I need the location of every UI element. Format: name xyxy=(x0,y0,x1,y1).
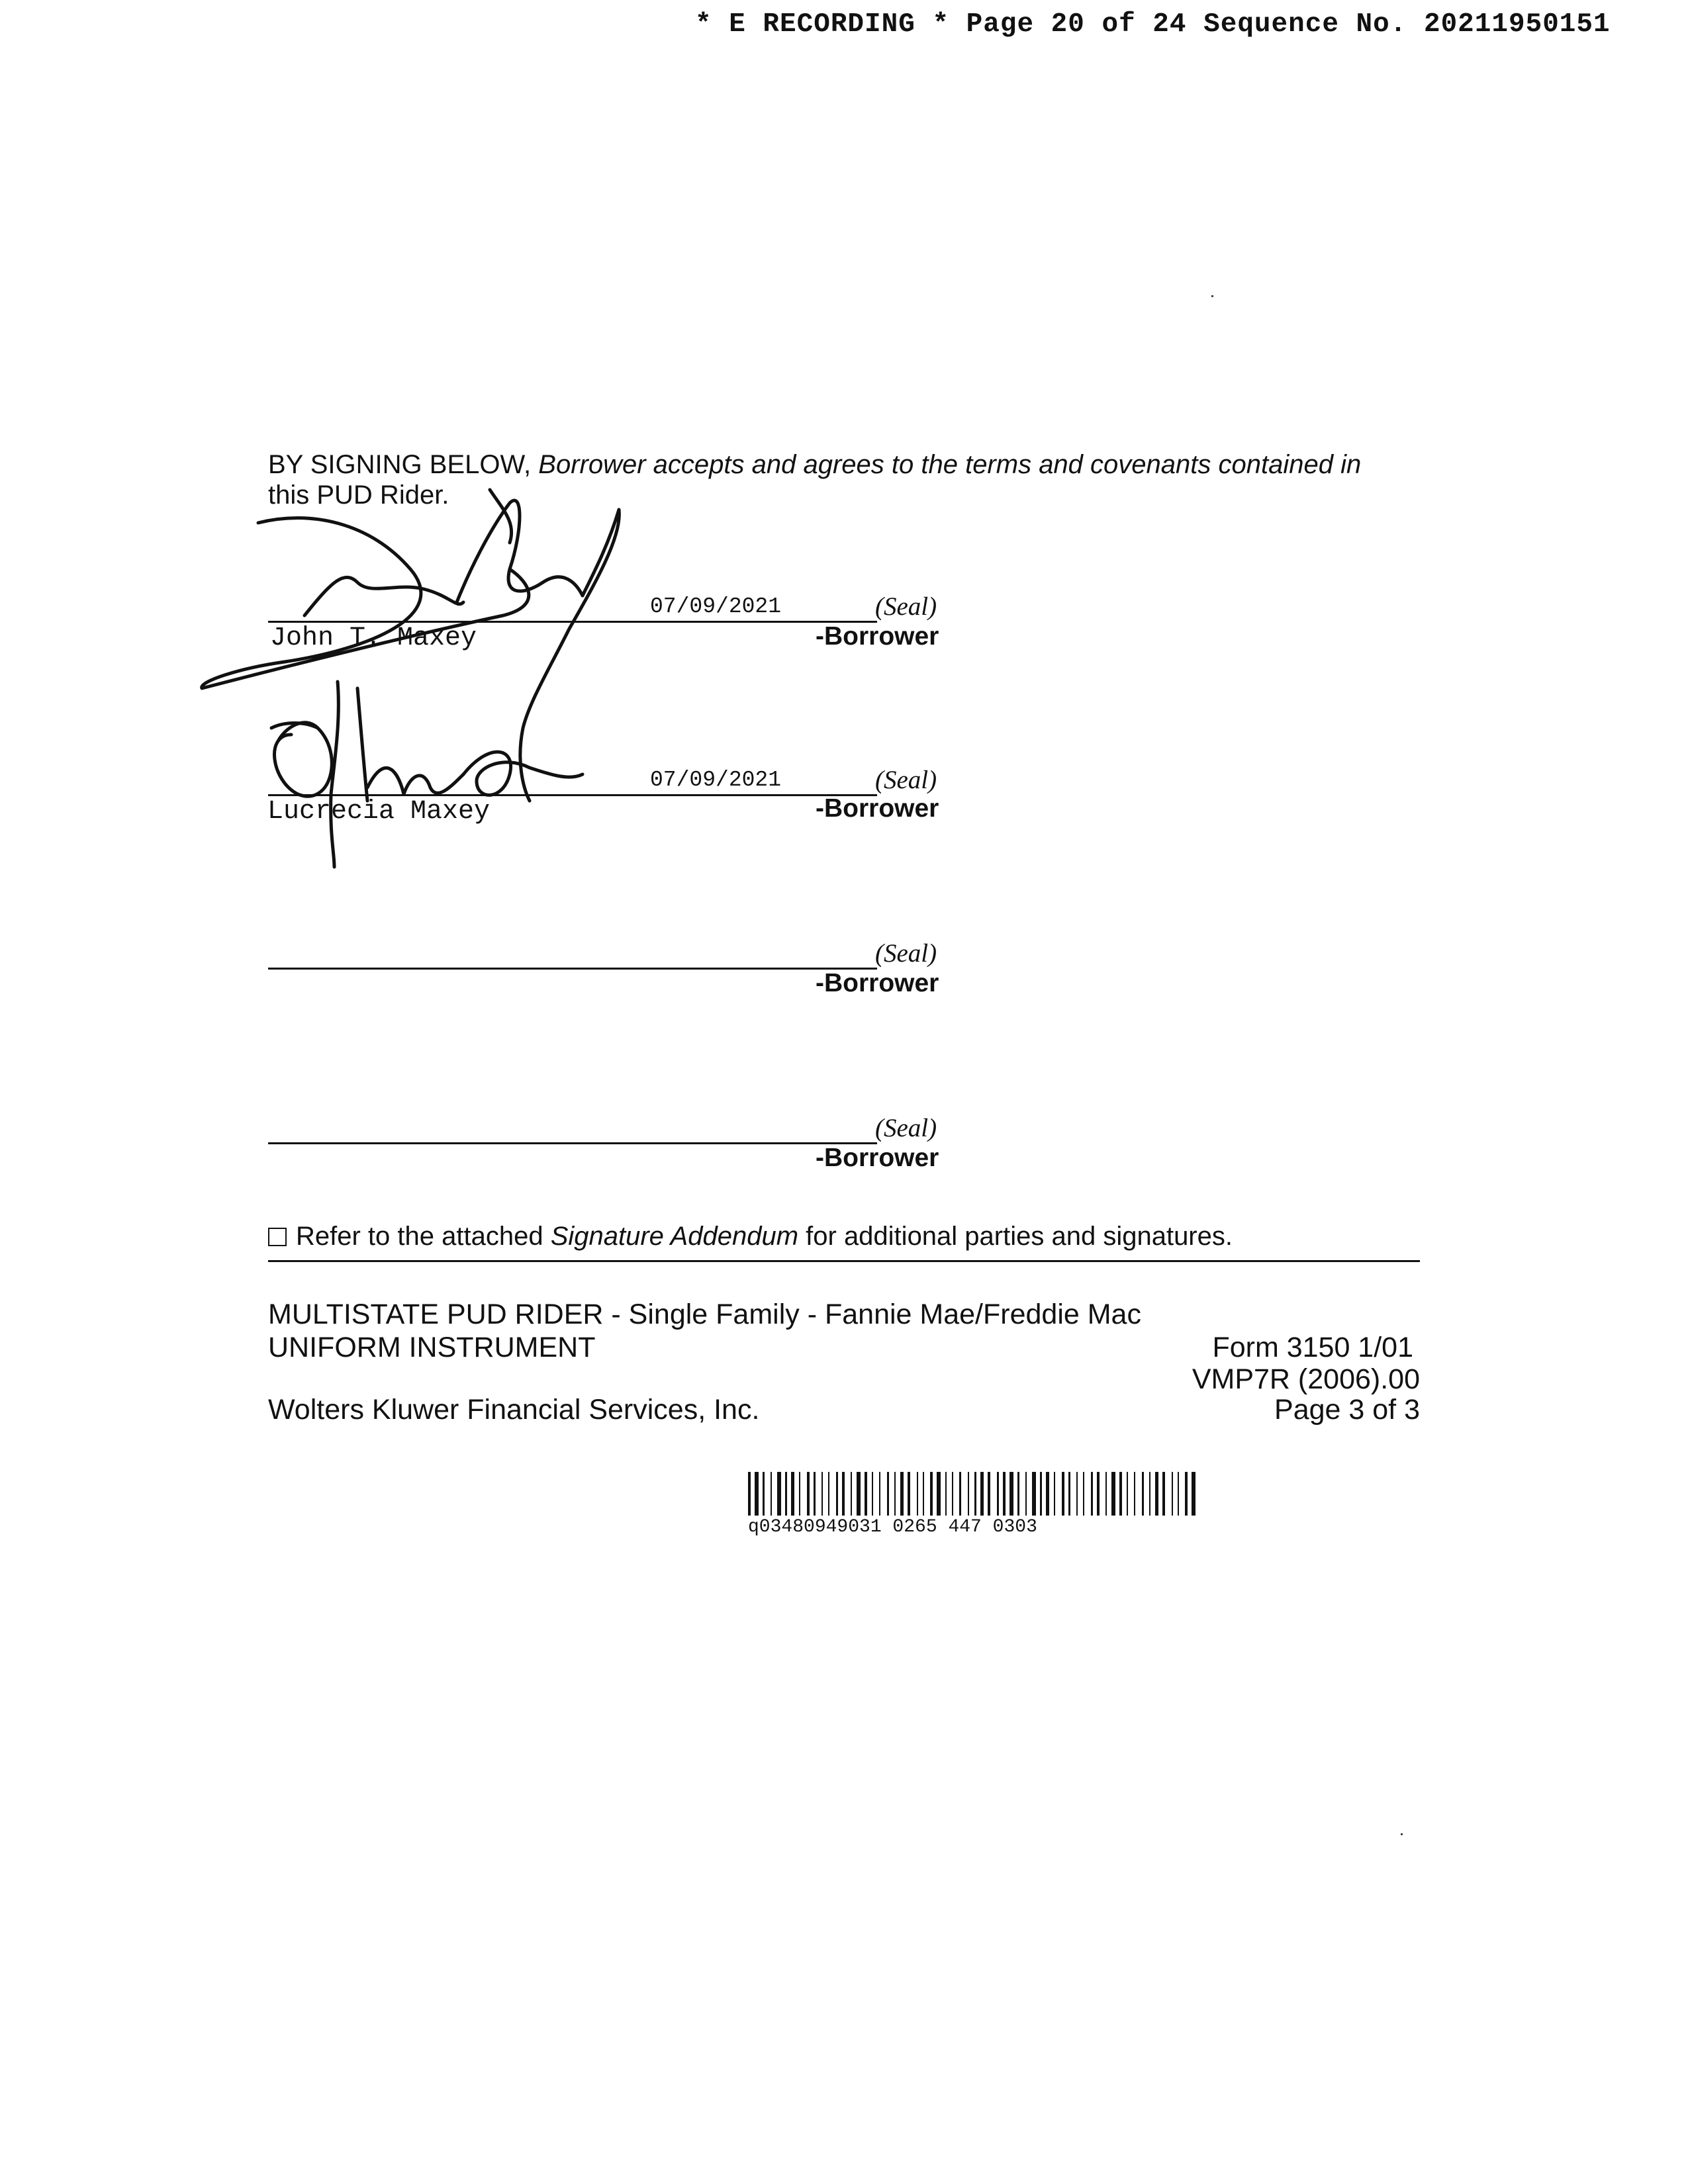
barcode-bar xyxy=(974,1472,976,1516)
signature-john-stroke xyxy=(305,577,463,615)
intro-line-2: this PUD Rider. xyxy=(268,480,449,510)
barcode-bar xyxy=(857,1472,861,1516)
signature-lucrecia-stroke xyxy=(331,682,339,867)
barcode-bar xyxy=(828,1472,829,1516)
borrower-label-1: -Borrower xyxy=(816,622,939,651)
barcode-bar xyxy=(851,1472,852,1516)
borrower-label-2: -Borrower xyxy=(816,794,939,823)
borrower-label-3: -Borrower xyxy=(816,969,939,997)
barcode-bar xyxy=(1097,1472,1100,1516)
barcode-bar xyxy=(1192,1472,1196,1516)
barcode-bar xyxy=(908,1472,910,1516)
signature-date-1: 07/09/2021 xyxy=(650,594,782,619)
intro-lead: BY SIGNING BELOW, xyxy=(268,450,532,479)
seal-label-1: (Seal) xyxy=(875,592,937,621)
signature-john-stroke xyxy=(457,500,583,602)
barcode-bar xyxy=(1127,1472,1128,1516)
barcode-bar xyxy=(968,1472,969,1516)
barcode-bar xyxy=(952,1472,953,1516)
signature-lucrecia-stroke xyxy=(357,688,367,801)
seal-label-4: (Seal) xyxy=(875,1114,937,1142)
barcode-bar xyxy=(1062,1472,1064,1516)
barcode-bar xyxy=(1040,1472,1042,1516)
barcode-bar xyxy=(785,1472,787,1516)
barcode-bar xyxy=(1111,1472,1115,1516)
signature-date-2: 07/09/2021 xyxy=(650,768,782,792)
barcode-bar xyxy=(1142,1472,1144,1516)
signature-john-stroke xyxy=(202,518,529,688)
barcode-bar xyxy=(937,1472,941,1516)
barcode-bar xyxy=(959,1472,961,1516)
borrower-name-2: Lucrecia Maxey xyxy=(267,797,491,827)
barcode-bar xyxy=(945,1472,947,1516)
borrower-name-1: John T. Maxey xyxy=(270,623,477,653)
barcode-bar xyxy=(1054,1472,1055,1516)
addendum-emphasis: Signature Addendum xyxy=(550,1222,799,1251)
barcode-bar xyxy=(917,1472,918,1516)
barcode-bar xyxy=(872,1472,873,1516)
seal-label-2: (Seal) xyxy=(875,766,937,794)
signature-addendum-note: Refer to the attached Signature Addendum for additional parties and signatures. xyxy=(268,1222,1233,1251)
seal-label-3: (Seal) xyxy=(875,939,937,968)
barcode-bar xyxy=(879,1472,880,1516)
barcode-bar xyxy=(1091,1472,1093,1516)
barcode-bar xyxy=(842,1472,845,1516)
barcode-bar xyxy=(1032,1472,1036,1516)
barcode-bar xyxy=(1068,1472,1070,1516)
barcode-bar xyxy=(777,1472,781,1516)
barcode-bar xyxy=(923,1472,924,1516)
barcode-bar xyxy=(980,1472,984,1516)
form-number: Form 3150 1/01 xyxy=(1212,1332,1413,1363)
barcode-bar xyxy=(1105,1472,1107,1516)
barcode-bar xyxy=(814,1472,816,1516)
vmp-code: VMP7R (2006).00 xyxy=(1192,1363,1420,1395)
barcode-bar xyxy=(1119,1472,1122,1516)
barcode-bar xyxy=(821,1472,823,1516)
borrower-label-4: -Borrower xyxy=(816,1144,939,1172)
signature-lucrecia-stroke xyxy=(367,768,463,794)
barcode-bar xyxy=(1017,1472,1019,1516)
barcode-bar xyxy=(791,1472,794,1516)
barcode-bar xyxy=(1009,1472,1013,1516)
barcode-bar xyxy=(1172,1472,1173,1516)
barcode-bar xyxy=(1134,1472,1135,1516)
page-number: Page 3 of 3 xyxy=(1274,1394,1420,1426)
barcode-bar xyxy=(1025,1472,1027,1516)
barcode-bar xyxy=(887,1472,889,1516)
addendum-checkbox[interactable] xyxy=(268,1228,287,1246)
barcode-bar xyxy=(1076,1472,1078,1516)
intro-rest: Borrower accepts and agrees to the terms and covenants contained in xyxy=(531,450,1362,479)
barcode-bar xyxy=(997,1472,999,1516)
barcode-bar xyxy=(894,1472,896,1516)
signature-john-stroke xyxy=(520,510,620,801)
barcode-bar xyxy=(1083,1472,1084,1516)
publisher: Wolters Kluwer Financial Services, Inc. xyxy=(268,1394,760,1426)
barcode-bar xyxy=(748,1472,751,1516)
barcode-bar xyxy=(771,1472,772,1516)
barcode-bar xyxy=(988,1472,990,1516)
barcode-bar xyxy=(1185,1472,1188,1516)
uniform-instrument: UNIFORM INSTRUMENT xyxy=(268,1332,596,1363)
barcode-bar xyxy=(836,1472,838,1516)
barcode-text: q03480949031 0265 447 0303 xyxy=(748,1517,1037,1537)
barcode-bar xyxy=(900,1472,904,1516)
barcode-bar xyxy=(807,1472,810,1516)
signature-lucrecia-stroke xyxy=(275,723,332,796)
recording-header: * E RECORDING * Page 20 of 24 Sequence No. 20211950151 xyxy=(695,9,1611,40)
barcode-bar xyxy=(1155,1472,1158,1516)
barcode-bar xyxy=(1162,1472,1165,1516)
barcode-bar xyxy=(865,1472,867,1516)
form-title: MULTISTATE PUD RIDER - Single Family - Fannie Mae/Freddie Mac xyxy=(268,1298,1141,1330)
barcode-bar xyxy=(1149,1472,1150,1516)
footer-rule xyxy=(268,1260,1420,1262)
barcode-bar xyxy=(1003,1472,1006,1516)
barcode-bar xyxy=(799,1472,800,1516)
barcode-bar xyxy=(1046,1472,1049,1516)
barcode-bar xyxy=(755,1472,759,1516)
barcode-bar xyxy=(930,1472,933,1516)
barcode-bar xyxy=(763,1472,765,1516)
barcode-bar xyxy=(1178,1472,1179,1516)
